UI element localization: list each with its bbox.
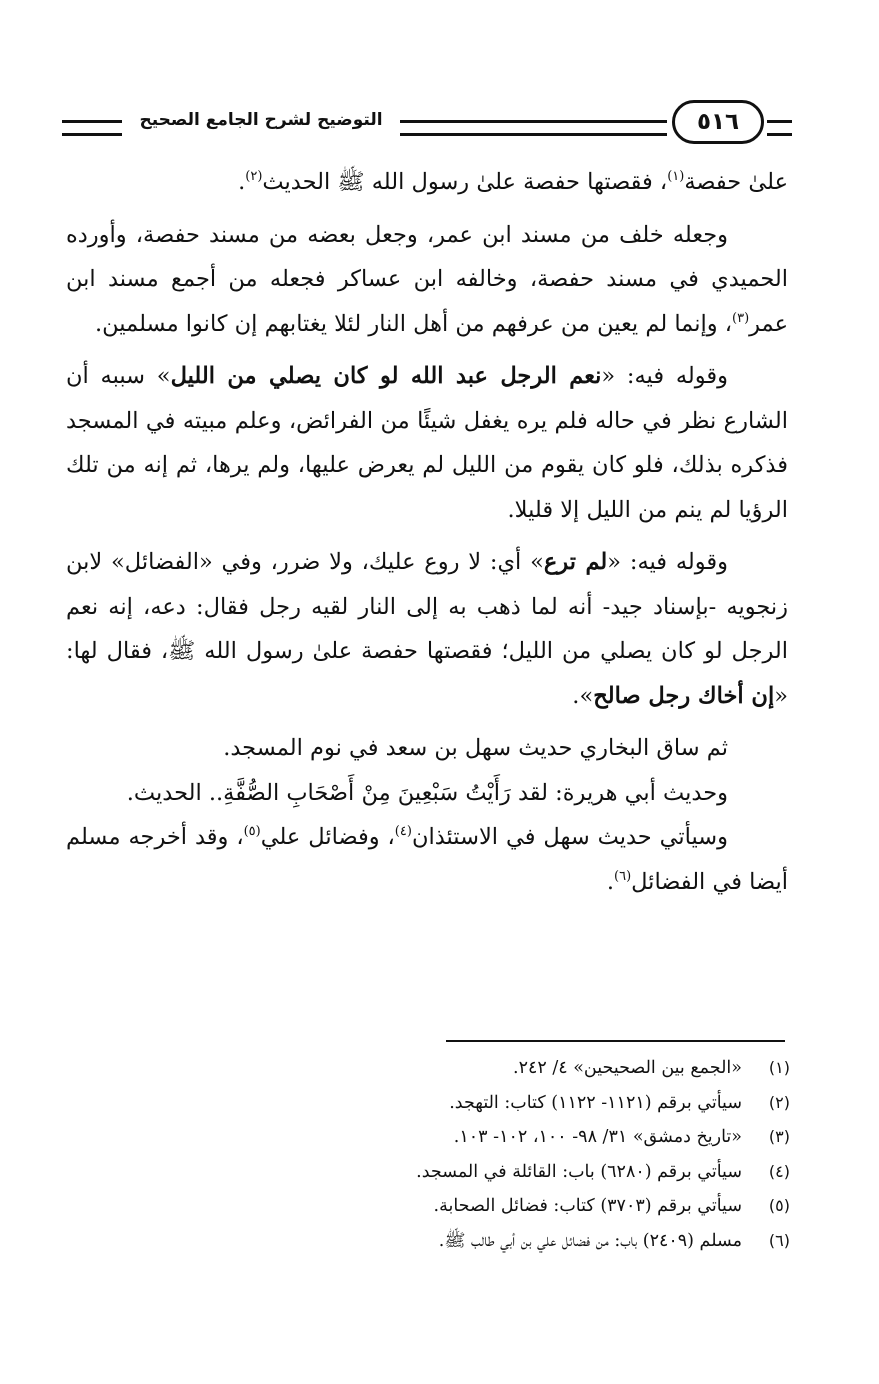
header-rule-right bbox=[767, 120, 792, 136]
footnote-ref-2: (٢) bbox=[245, 169, 263, 184]
footnote-ref-3: (٣) bbox=[732, 310, 750, 326]
hadith-quote: نعم الرجل عبد الله لو كان يصلي من الليل bbox=[170, 363, 602, 389]
text-run: وقوله فيه: « bbox=[607, 549, 729, 575]
footnote-text: سيأتي برقم (٣٧٠٣) كتاب: فضائل الصحابة. bbox=[433, 1196, 742, 1216]
header-rule-left bbox=[62, 120, 122, 136]
footnote-number: (١) bbox=[768, 1058, 790, 1077]
header-rule-middle bbox=[400, 120, 667, 136]
footnote-1 bbox=[140, 1051, 790, 1086]
main-text bbox=[66, 160, 788, 904]
footnote-ref-1: (١) bbox=[667, 169, 685, 184]
page-number-frame bbox=[672, 100, 764, 144]
paragraph-2 bbox=[66, 213, 788, 347]
paragraph-7 bbox=[66, 815, 788, 904]
hadith-quote: إن أخاك رجل صالح bbox=[593, 682, 775, 709]
footnote-number: (٤) bbox=[768, 1161, 790, 1181]
text-run: ». bbox=[572, 682, 594, 709]
text-run: . bbox=[238, 169, 246, 195]
text-run: وقوله فيه: « bbox=[601, 363, 729, 389]
footnote-separator bbox=[446, 1040, 785, 1042]
paragraph-4 bbox=[66, 540, 788, 718]
paragraph-5: ثم ساق البخاري حديث سهل بن سعد في نوم المسجد. bbox=[223, 735, 728, 761]
footnote-text: سيأتي برقم (٦٢٨٠) باب: القائلة في المسجد. bbox=[416, 1161, 742, 1182]
hadith-quote: لم ترع bbox=[543, 549, 608, 575]
footnote-3 bbox=[140, 1120, 790, 1155]
footnote-text: «تاريخ دمشق» ٣١/ ٩٨- ١٠٠، ١٠٢- ١٠٣. bbox=[453, 1127, 742, 1147]
paragraph-6: وحديث أبي هريرة: لقد رَأَيْتُ سَبْعِينَ مِنْ أَصْحَابِ الصُّفَّةِ.. الحديث. bbox=[126, 779, 728, 806]
text-run: » سببه أن الشارع نظر في حاله فلم يره يغفل شيئًا من الفرائض، وعلم مبيته في المسجد فذكره بذلك، فلو كان يقوم من الليل لم يعرض عليها، ولم يرها، ثم إنه من تلك الرؤيا لم ينم من الليل إلا قليلا. bbox=[66, 363, 788, 523]
footnote-2 bbox=[140, 1086, 790, 1121]
text-run: ، وقد أخرجه مسلم أيضا في الفضائل bbox=[66, 824, 788, 895]
text-run: علىٰ حفصة bbox=[684, 169, 788, 195]
footnote-number: (٢) bbox=[768, 1092, 790, 1112]
text-run: وسيأتي حديث سهل في الاستئذان bbox=[411, 824, 729, 850]
footnote-text: مسلم (٢٤٠٩) باب: من فضائل علي بن أبي طالب ﷺ. bbox=[438, 1230, 742, 1251]
footnote-ref-4: (٤) bbox=[394, 824, 412, 839]
footnote-number: (٦) bbox=[768, 1230, 790, 1250]
footnote-number: (٥) bbox=[768, 1196, 790, 1215]
page-number: ٥١٦ bbox=[696, 109, 740, 135]
text-run: ، وإنما لم يعين من عرفهم من أهل النار لئلا يغتابهم إن كانوا مسلمين. bbox=[95, 310, 732, 337]
text-run: ، فقصتها حفصة علىٰ رسول الله ﷺ الحديث bbox=[262, 169, 668, 195]
footnote-ref-5: (٥) bbox=[243, 824, 261, 839]
footnote-text: «الجمع بين الصحيحين» ٤/ ٢٤٢. bbox=[513, 1058, 742, 1078]
footnote-number: (٣) bbox=[768, 1127, 790, 1146]
footnote-6 bbox=[140, 1224, 790, 1259]
text-run: . bbox=[606, 868, 614, 895]
running-title: التوضيح لشرح الجامع الصحيح bbox=[139, 110, 383, 130]
paragraph-1 bbox=[66, 160, 788, 205]
paragraph-3 bbox=[66, 354, 788, 532]
text-run: ، وفضائل علي bbox=[260, 824, 395, 850]
page-header bbox=[62, 94, 792, 160]
footnote-text: سيأتي برقم (١١٢١- ١١٢٢) كتاب: التهجد. bbox=[449, 1092, 742, 1113]
footnote-5 bbox=[140, 1189, 790, 1224]
text-run: » أي: لا روع عليك، ولا ضرر، وفي «الفضائل» لابن زنجويه -بإسناد جيد- أنه لما ذهب به إلى النار لقيه رجل فقال: دعه، إنه نعم الرجل لو كان يصلي من الليل؛ فقصتها حفصة علىٰ رسول الله ﷺ، فقال لها: « bbox=[66, 549, 788, 709]
text-run: وجعله خلف من مسند ابن عمر، وجعل بعضه من مسند حفصة، وأورده الحميدي في مسند حفصة، وخالفه ابن عساكر فجعله من أجمع مسند ابن عمر bbox=[66, 221, 788, 337]
footnotes bbox=[140, 1051, 790, 1258]
footnote-4 bbox=[140, 1155, 790, 1190]
footnote-ref-6: (٦) bbox=[614, 868, 632, 884]
